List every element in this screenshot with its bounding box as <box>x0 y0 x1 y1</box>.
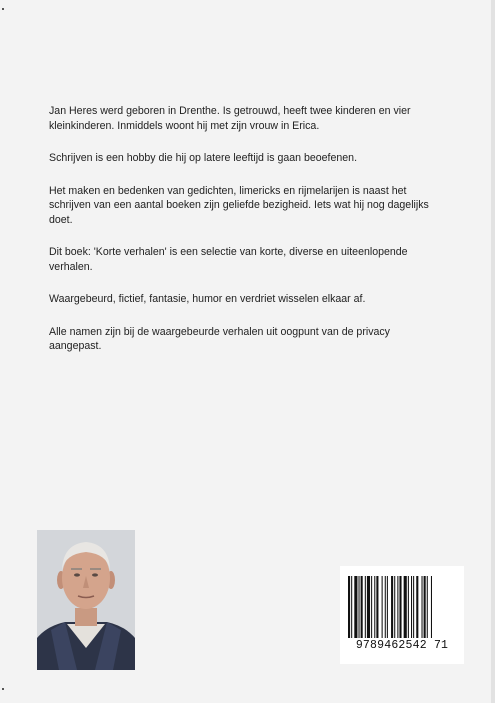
barcode-bar <box>399 576 401 638</box>
barcode-bar <box>367 576 370 638</box>
barcode-bar <box>348 576 350 638</box>
barcode-bar <box>351 576 352 638</box>
bio-paragraph: Dit boek: 'Korte verhalen' is een selectie van korte, diverse en uiteenlopende verhalen. <box>49 246 408 273</box>
barcode-bar <box>361 576 363 638</box>
bio-paragraph: Het maken en bedenken van gedichten, limericks en rijmelarijen is naast het schrijven van een aantal boeken zijn geliefde bezigheid. Iets wat hij nog dagelijks doet. <box>49 184 429 226</box>
barcode-bar <box>422 576 423 638</box>
author-bio <box>49 104 429 372</box>
barcode-bar <box>354 576 357 638</box>
barcode-bar <box>385 576 386 638</box>
barcode-bar <box>404 576 407 638</box>
bio-paragraph: Waargebeurd, fictief, fantasie, humor en verdriet wisselen elkaar af. <box>49 293 366 305</box>
crop-mark-bottom-left <box>2 688 4 690</box>
bio-paragraph: Alle namen zijn bij de waargebeurde verhalen uit oogpunt van de privacy aangepast. <box>49 325 390 352</box>
page-edge <box>491 0 495 703</box>
barcode-bar <box>427 576 428 638</box>
barcode-bar <box>397 576 398 638</box>
author-portrait-icon <box>37 530 135 670</box>
barcode-bar <box>374 576 375 638</box>
barcode-bar <box>394 576 395 638</box>
barcode-bar <box>376 576 378 638</box>
barcode-bar <box>416 576 418 638</box>
crop-mark-top-left <box>2 8 4 10</box>
barcode-bar <box>424 576 426 638</box>
isbn-number: 9789462542 71 <box>355 639 449 652</box>
barcode-bar <box>382 576 383 638</box>
barcode-bar <box>391 576 393 638</box>
barcode-bar <box>411 576 412 638</box>
barcode-bar <box>387 576 388 638</box>
barcode-bar <box>408 576 409 638</box>
bio-paragraph: Schrijven is een hobby die hij op latere leeftijd is gaan beoefenen. <box>49 152 358 164</box>
barcode-bar <box>365 576 366 638</box>
barcode-bar <box>359 576 360 638</box>
barcode-bar <box>431 576 432 638</box>
bio-paragraph: Jan Heres werd geboren in Drenthe. Is getrouwd, heeft twee kinderen en vier kleinkinderen. Inmiddels woont hij met zijn vrouw in Erica. <box>49 105 411 132</box>
barcode-bar <box>413 576 414 638</box>
isbn-barcode <box>340 566 464 664</box>
author-photo <box>37 530 135 670</box>
barcode-bar <box>371 576 372 638</box>
